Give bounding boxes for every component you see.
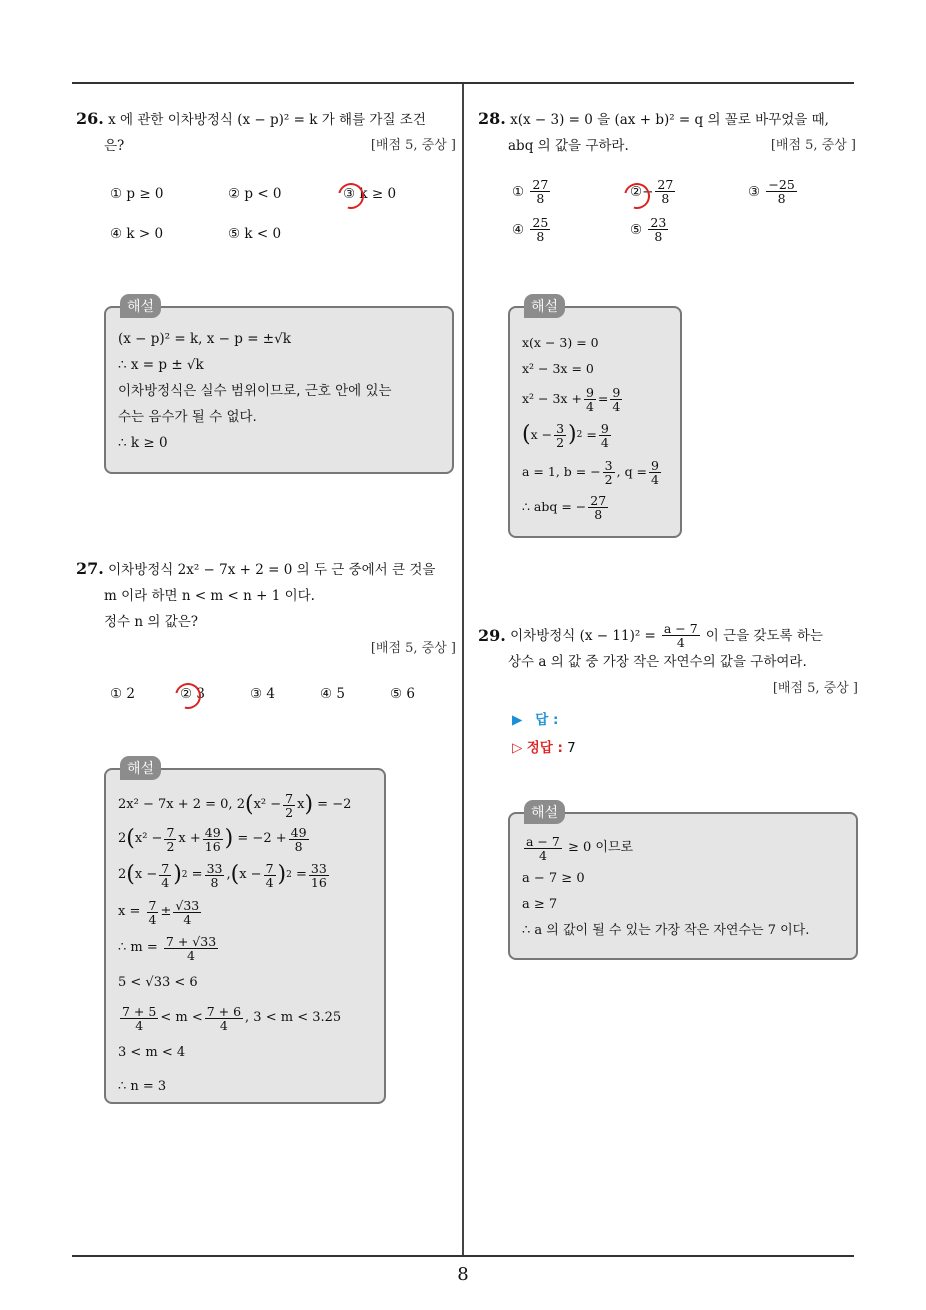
fraction: $\frac{27}{8}$ [657,177,674,206]
fraction: $\frac{-25}{8}$ [768,177,795,206]
solution-tag: 해설 [120,294,161,318]
question-29 [478,622,858,702]
solution-term: x² − [134,831,163,846]
question-text-line1: 이차방정식 (x − 11)² = [510,627,656,644]
solution-term: a = 1, b = − [522,464,601,479]
solution-term: x − [530,427,553,442]
fraction: $\frac{23}{8}$ [650,215,667,244]
choice-sign: − [642,183,654,200]
solution-term: x − [239,867,262,882]
fraction: $\frac{9}{4}$ [585,384,594,414]
fraction: $\frac{7}{4}$ [148,897,157,927]
question-26 [76,106,456,159]
solution-term: 2 [118,867,127,882]
score-label: [배점 5, 중상 ] [370,641,456,656]
question-text-line1: x 에 관한 이차방정식 (x − p)² = k 가 해를 가질 조건 [108,112,426,128]
solution-term: 5 < √33 < 6 [118,975,198,990]
solution-term: ± [160,904,172,919]
question-number: 29. [478,625,506,645]
solution-tag: 해설 [524,294,565,318]
fraction: $\frac{√33}{4}$ [175,897,200,927]
page-number: 8 [457,1264,469,1285]
choice-3[interactable]: ③ 4 [250,686,275,702]
solution-term: 2 [118,831,127,846]
choice-5[interactable]: ⑤ k < 0 [228,226,282,242]
fraction: $\frac{7 + √33}{4}$ [165,933,217,963]
solution-term: = [597,391,609,406]
solution-term: x² − [253,797,282,812]
fraction: $\frac{33}{8}$ [206,860,223,890]
question-text-line3: 정수 n 의 값은? [104,614,199,630]
bottom-rule [72,1255,854,1257]
outline-arrow-icon: ▷ [512,740,523,756]
solution-term: x² − 3x + [522,391,582,406]
answer-label: 답 : [535,712,559,728]
fraction: $\frac{a - 7}{4}$ [526,833,560,863]
solution-term: ∴ n = 3 [118,1079,167,1094]
question-number: 28. [478,109,506,128]
solution-term: = [295,867,307,882]
solution-term: = [586,427,597,442]
solution-tag: 해설 [524,800,565,824]
choice-1[interactable]: ① p ≥ 0 [110,186,164,202]
fraction: $\frac{49}{8}$ [290,824,307,854]
fraction: $\frac{9}{4}$ [600,420,609,450]
solution-term: , q = [616,464,648,479]
solution-term: = −2 + [237,831,287,846]
choice-1[interactable] [512,178,552,205]
answer-mark-circle [333,178,369,214]
question-text-line2: m 이라 하면 n < m < n + 1 이다. [104,588,315,604]
score-label: [배점 5, 중상 ] [770,138,856,153]
correct-answer-row [512,736,576,756]
column-divider [462,84,464,1256]
question-number: 26. [76,109,104,128]
solution-term: a − 7 ≥ 0 [522,871,585,886]
solution-term: = [191,867,203,882]
choice-label: ④ [512,221,525,238]
solution-tag: 해설 [120,756,161,780]
solution-term: , [226,867,231,882]
choice-2[interactable]: ② p < 0 [228,186,282,202]
fraction: $\frac{33}{16}$ [310,860,327,890]
question-text-line1: 이차방정식 2x² − 7x + 2 = 0 의 두 근 중에서 큰 것을 [108,562,436,578]
solution-line: ∴ k ≥ 0 [118,435,168,451]
fraction: $\frac{7}{2}$ [285,790,294,820]
choice-4[interactable]: ④ 5 [320,686,345,702]
solution-term: < m < [160,1010,203,1025]
choice-2[interactable]: ② 3 [180,686,205,702]
solution-text [118,326,392,456]
solution-term: ∴ m = [118,940,158,955]
fraction: $\frac{7}{4}$ [265,860,274,890]
fraction: $\frac{a - 7}{4}$ [663,621,698,650]
solution-term: ∴ a 의 값이 될 수 있는 가장 작은 자연수는 7 이다. [522,923,810,938]
score-label: [배점 5, 중상 ] [370,138,456,153]
solution-term: = −2 [317,797,352,812]
answer-row [512,708,558,728]
fraction: $\frac{7}{4}$ [161,860,170,890]
choice-5[interactable] [630,216,670,243]
choice-3[interactable] [748,178,799,205]
solution-term: x(x − 3) = 0 [522,335,599,350]
solution-line: (x − p)² = k, x − p = ±√k [118,331,291,347]
fraction: $\frac{49}{16}$ [204,824,221,854]
question-text-line1: x(x − 3) = 0 을 (ax + b)² = q 의 꼴로 바꾸었을 때, [510,112,829,128]
score-label: [배점 5, 중상 ] [772,681,858,696]
question-27 [76,556,456,662]
correct-answer-label: 정답 : [526,740,563,756]
question-28 [478,106,856,159]
solution-text: x(x − 3) = 0 x² − 3x = 0 x² − 3x + $\frac{9}{4}$ = $\frac{9}{4}$ ( x − $\frac{3}{2}$ ) 2 = $\frac{9}{4}$ a = 1, b = − $\frac{3}{2}$ , q = $\frac{9}{4}$ ∴ abq = − $\frac{27}{8}$ [522,330,663,524]
solution-term: x [297,797,305,812]
choice-label: ① [512,183,525,200]
fraction: $\frac{25}{8}$ [532,215,549,244]
solution-term: x + [178,831,201,846]
solution-term: a ≥ 7 [522,897,558,912]
play-arrow-icon: ▶ [512,712,523,728]
solution-term: ≥ 0 이므로 [567,840,634,855]
question-text-line2: abq 의 값을 구하라. [508,138,629,154]
question-text-line2: 은? [104,138,125,154]
fraction: $\frac{9}{4}$ [651,457,659,487]
fraction: $\frac{7 + 5}{4}$ [122,1003,157,1033]
choice-4[interactable] [512,216,552,243]
fraction: $\frac{7 + 6}{4}$ [206,1003,242,1033]
choice-label: ③ [748,183,761,200]
choice-label: ② [630,183,643,200]
question-text-line2: 상수 a 의 값 중 가장 작은 자연수의 값을 구하여라. [508,654,807,670]
solution-text: 2x² − 7x + 2 = 0, 2 ( x² − $\frac{7}{2}$ x ) = −2 2 ( x² − $\frac{7}{2}$ x + $\frac{49}{16}$ ) = −2 + $\frac{49}{8}$ 2 ( x − $\frac{7}{4}$ ) 2 = $\frac{33}{8}$ , ( x − $\frac{7}{4}$ ) 2 = $\frac{33}{16}$ x = $\frac{7}{4}$ ± $\frac{√33}{4}$ ∴ m = $\frac{7 + √33}{4}$ 5 < √33 < 6 $\frac{7 + 5}{4}$ < m < $\frac{7 + 6}{4}$ , 3 < m < 3.25 3 < m < 4 ∴ n = 3 [118,788,351,1104]
question-text-line1b: 이 근을 갖도록 하는 [705,627,823,644]
answer-mark-circle [170,678,206,714]
solution-term: , 3 < m < 3.25 [245,1010,342,1025]
choice-label: ⑤ [630,221,643,238]
solution-term: 2x² − 7x + 2 = 0, 2 [118,797,245,812]
solution-term: x = [118,904,141,919]
question-number: 27. [76,559,104,578]
fraction: $\frac{7}{2}$ [166,824,175,854]
solution-term: ∴ abq = − [522,499,587,514]
correct-answer-value: 7 [567,740,576,756]
choice-5[interactable]: ⑤ 6 [390,686,415,702]
fraction: $\frac{3}{2}$ [556,420,565,450]
fraction: $\frac{9}{4}$ [612,384,621,414]
fraction: $\frac{27}{8}$ [590,492,607,522]
solution-text [522,830,809,944]
solution-term: x² − 3x = 0 [522,361,594,376]
choice-4[interactable]: ④ k > 0 [110,226,164,242]
solution-term: x − [134,867,158,882]
choice-3[interactable]: ③ k ≥ 0 [343,186,397,202]
solution-line: 수는 음수가 될 수 없다. [118,409,257,425]
solution-term: 3 < m < 4 [118,1045,186,1060]
solution-line: 이차방정식은 실수 범위이므로, 근호 안에 있는 [118,383,392,399]
fraction: $\frac{27}{8}$ [532,177,549,206]
solution-line: ∴ x = p ± √k [118,357,204,373]
fraction: $\frac{3}{2}$ [604,457,613,487]
choice-1[interactable]: ① 2 [110,686,135,702]
